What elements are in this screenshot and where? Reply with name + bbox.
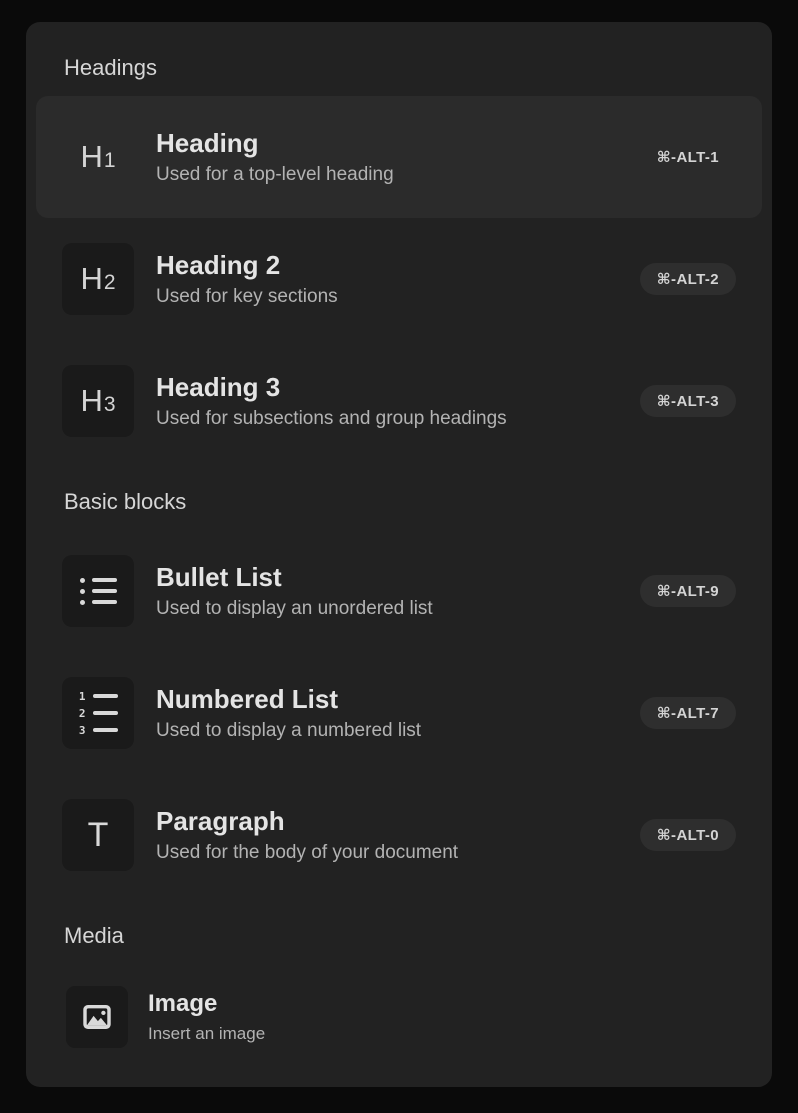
shortcut-badge: ⌘-ALT-0: [640, 819, 736, 851]
menu-item-subtitle: Used for the body of your document: [156, 841, 459, 863]
menu-item-title: Heading: [156, 127, 259, 158]
menu-item-title: Heading 3: [156, 371, 281, 402]
menu-item-subtitle: Insert an image: [148, 1023, 266, 1043]
menu-item-texts: [156, 250, 338, 309]
menu-item-subtitle: Used to display a numbered list: [156, 719, 422, 741]
menu-item-heading-2[interactable]: [36, 218, 762, 340]
menu-section: [36, 922, 762, 1070]
menu-section: [36, 54, 762, 462]
menu-item-numbered-list[interactable]: [36, 652, 762, 774]
section-label: Headings: [64, 55, 157, 80]
menu-item-title: Image: [148, 989, 218, 1017]
menu-item-heading-3[interactable]: [36, 340, 762, 462]
image-icon: [66, 986, 128, 1048]
section-label: Media: [64, 923, 124, 948]
menu-item-title: Numbered List: [156, 683, 339, 714]
shortcut-badge: ⌘-ALT-3: [640, 385, 736, 417]
menu-item-subtitle: Used for key sections: [156, 285, 338, 307]
section-label: Basic blocks: [64, 489, 187, 514]
menu-item-texts: [156, 562, 433, 621]
shortcut-badge: ⌘-ALT-9: [640, 575, 736, 607]
menu-item-texts: [156, 684, 421, 743]
menu-item-subtitle: Used for subsections and group headings: [156, 407, 507, 429]
h3-icon: H3: [62, 365, 134, 437]
menu-item-heading[interactable]: [36, 96, 762, 218]
menu-section: [36, 488, 762, 896]
bullet-list-icon: [62, 555, 134, 627]
menu-item-texts: [156, 806, 458, 865]
h2-icon: H2: [62, 243, 134, 315]
block-insert-menu: [26, 22, 772, 1087]
menu-item-title: Heading 2: [156, 249, 281, 280]
shortcut-badge: ⌘-ALT-2: [640, 263, 736, 295]
paragraph-icon: T: [62, 799, 134, 871]
numbered-list-icon: 1 2 3: [62, 677, 134, 749]
shortcut-badge: ⌘-ALT-7: [640, 697, 736, 729]
shortcut-badge: ⌘-ALT-1: [656, 149, 719, 166]
menu-item-title: Paragraph: [156, 805, 285, 836]
menu-item-title: Bullet List: [156, 561, 282, 592]
menu-item-texts: [156, 128, 394, 187]
menu-item-subtitle: Used for a top-level heading: [156, 163, 394, 185]
menu-item-texts: [156, 372, 507, 431]
menu-item-paragraph[interactable]: [36, 774, 762, 896]
h1-icon: H1: [80, 139, 116, 174]
menu-item-texts: [148, 990, 265, 1045]
menu-item-image[interactable]: [36, 964, 762, 1070]
menu-item-bullet-list[interactable]: [36, 530, 762, 652]
menu-item-subtitle: Used to display an unordered list: [156, 597, 433, 619]
